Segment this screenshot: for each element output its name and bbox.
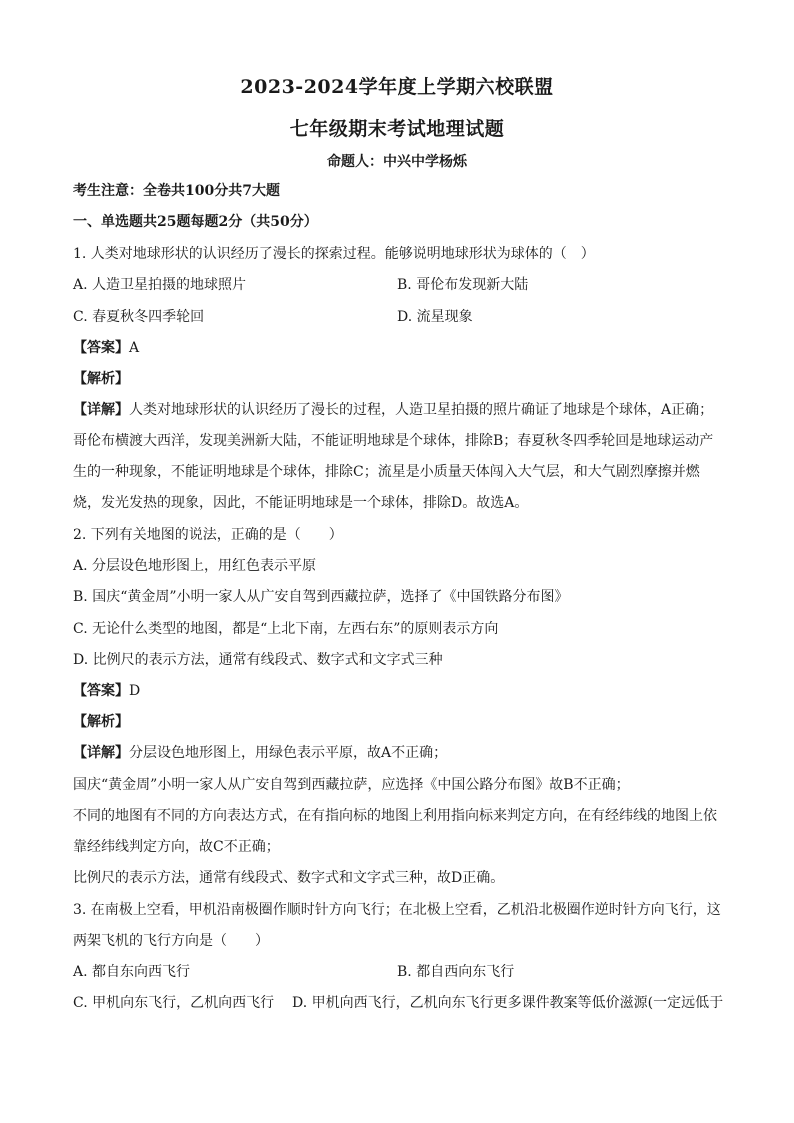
q3-option-c: C. 甲机向东飞行，乙机向西飞行 [73, 995, 275, 1011]
q3-option-a: A. 都自东向西飞行 [73, 964, 191, 980]
q1-option-d: D. 流星现象 [397, 309, 473, 325]
q3-option-b: B. 都自西向东飞行 [397, 964, 515, 980]
q3-option-d: D. 甲机向西飞行，乙机向东飞行更多课件教案等低价滋源(一定远低于 [292, 995, 724, 1011]
q2-stem: 2. 下列有关地图的说法，正确的是（ ） [73, 527, 343, 543]
answer-value: D [129, 683, 141, 699]
exam-subtitle: 七年级期末考试地理试题 [289, 118, 505, 140]
detail-tag: 【详解】 [73, 745, 129, 761]
q2-detail-line-2: 国庆“黄金周”小明一家人从广安自驾到西藏拉萨，应选择《中国公路分布图》故B不正确； [73, 777, 630, 793]
q1-stem: 1. 人类对地球形状的认识经历了漫长的探索过程。能够说明地球形状为球体的（ ） [73, 246, 595, 262]
q2-detail-line-3: 不同的地图有不同的方向表达方式，在有指向标的地图上利用指向标来判定方向，在有经纬线的地图上依 [73, 808, 717, 824]
q1-option-b: B. 哥伦布发现新大陆 [397, 277, 529, 293]
q2-detail-line-4: 靠经纬线判定方向，故C不正确； [73, 839, 280, 855]
q1-option-c: C. 春夏秋冬四季轮回 [73, 309, 205, 325]
q2-detail-line-1 [73, 744, 447, 762]
q2-option-d: D. 比例尺的表示方法，通常有线段式、数字式和文字式三种 [73, 652, 443, 668]
section-heading: 一、单选题共25题每题2分（共50分） [73, 214, 318, 230]
detail-text: 分层设色地形图上，用绿色表示平原，故A不正确； [129, 745, 448, 761]
q1-option-a: A. 人造卫星拍摄的地球照片 [73, 277, 247, 293]
q1-detail-line-3: 生的一种现象，不能证明地球是个球体，排除C；流星是小质量天体闯入大气层，和大气剧烈摩擦并燃 [73, 464, 700, 480]
q1-detail-line-4: 烧，发光发热的现象，因此，不能证明地球是一个球体，排除D。故选A。 [73, 495, 529, 511]
detail-tag: 【详解】 [73, 402, 129, 418]
answer-tag: 【答案】 [73, 340, 129, 356]
exam-author: 命题人：中兴中学杨烁 [327, 154, 467, 170]
exam-notice: 考生注意：全卷共100分共7大题 [73, 183, 280, 199]
q1-answer [73, 339, 139, 357]
q1-detail-line-1 [73, 401, 713, 419]
q3-stem-line-2: 两架飞机的飞行方向是（ ） [73, 933, 269, 949]
detail-text: 人类对地球形状的认识经历了漫长的过程，人造卫星拍摄的照片确证了地球是个球体，A正确； [129, 402, 714, 418]
answer-tag: 【答案】 [73, 683, 129, 699]
q2-detail-line-5: 比例尺的表示方法，通常有线段式、数字式和文字式三种，故D正确。 [73, 870, 505, 886]
q3-stem-line-1: 3. 在南极上空看，甲机沿南极圈作顺时针方向飞行；在北极上空看，乙机沿北极圈作逆时针方向飞行，这 [73, 902, 721, 918]
q2-analysis-tag: 【解析】 [73, 714, 129, 730]
q2-answer [73, 682, 140, 700]
exam-title: 2023-2024学年度上学期六校联盟 [240, 76, 554, 98]
answer-value: A [129, 340, 140, 356]
q1-detail-line-2: 哥伦布横渡大西洋，发现美洲新大陆，不能证明地球是个球体，排除B；春夏秋冬四季轮回是地球运动产 [73, 433, 714, 449]
q2-option-a: A. 分层设色地形图上，用红色表示平原 [73, 558, 317, 574]
q2-option-b: B. 国庆“黄金周”小明一家人从广安自驾到西藏拉萨，选择了《中国铁路分布图》 [73, 589, 569, 605]
q2-option-c: C. 无论什么类型的地图，都是“上北下南，左西右东”的原则表示方向 [73, 621, 499, 637]
q1-analysis-tag: 【解析】 [73, 371, 129, 387]
